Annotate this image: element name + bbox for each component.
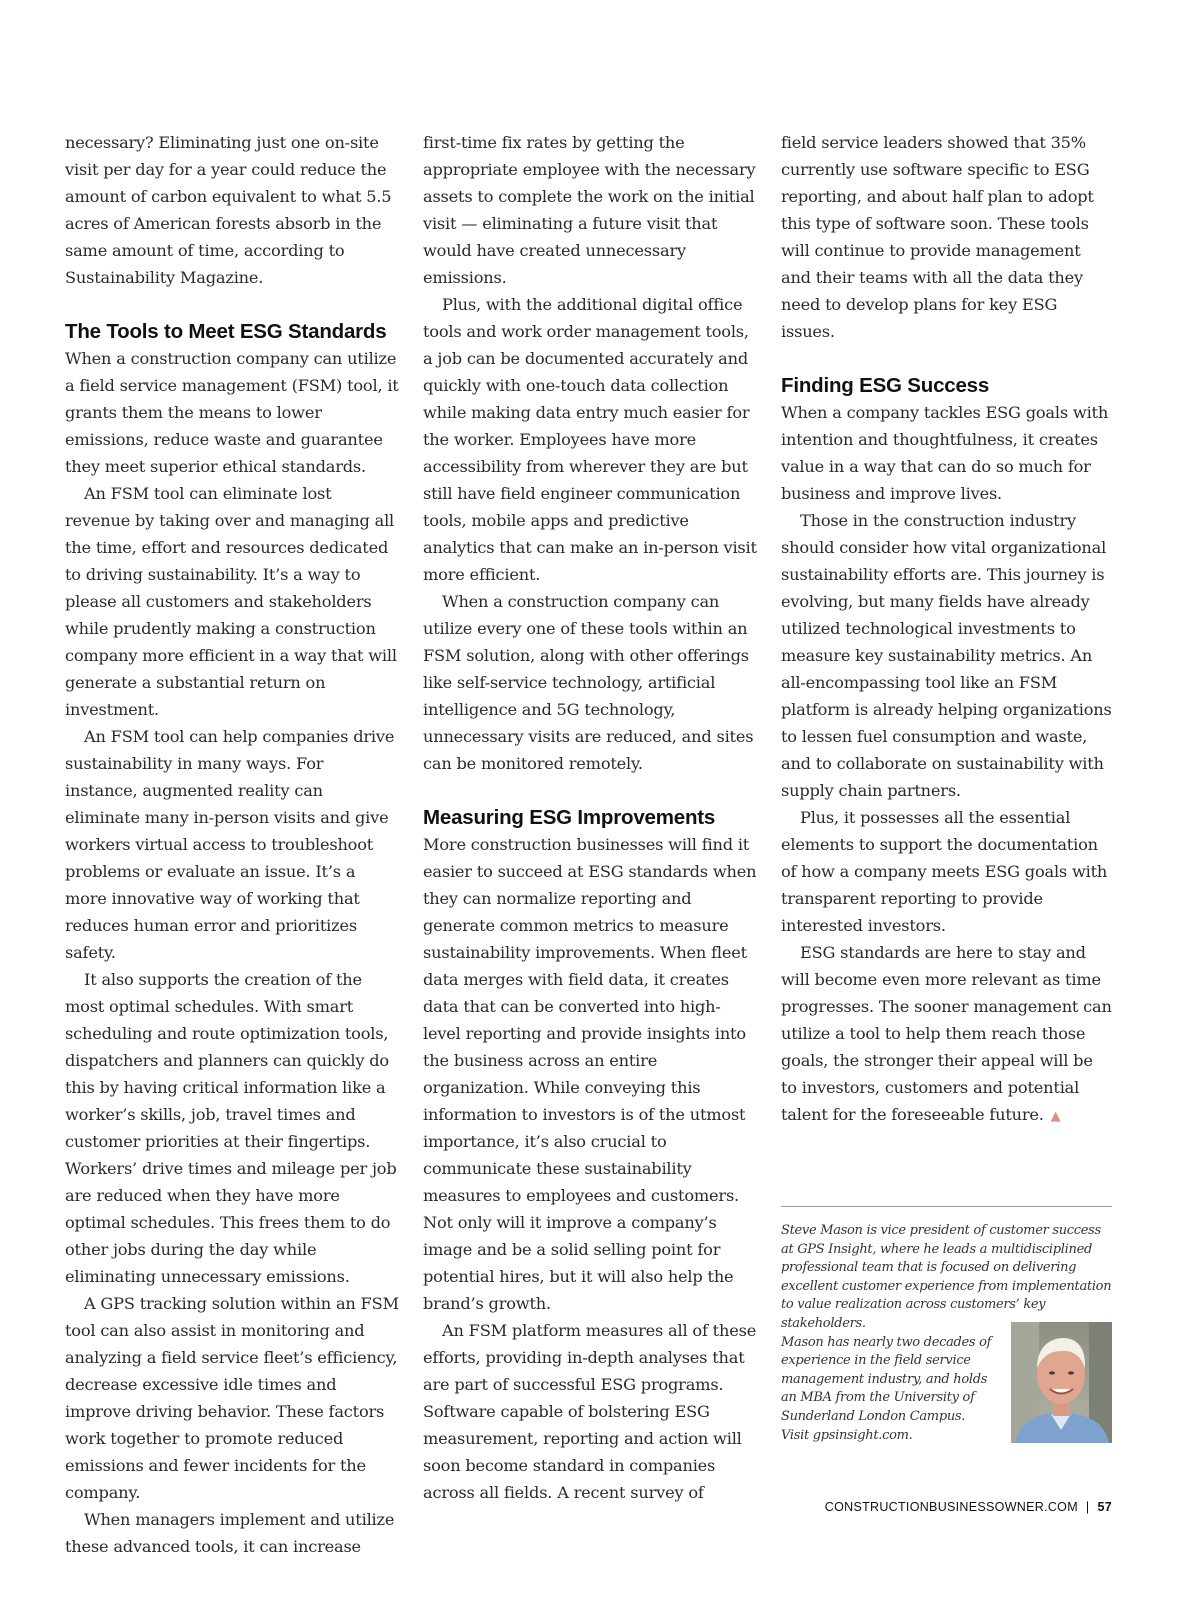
page-footer — [825, 1500, 1112, 1514]
paragraph: An FSM tool can help companies drive sustainability in many ways. For instance, augmented reality can eliminate many in-person visits and give workers virtual access to troubleshoot problems or evaluate an issue. It’s a more innovative way of working that reduces human error and prioritizes safety. — [65, 727, 395, 962]
paragraph: An FSM platform measures all of these efforts, providing in-depth analyses that are part of successful ESG programs. Software capable of bolstering ESG measurement, reporting and action will soon become standard in companies across all fields. A recent survey of — [423, 1321, 757, 1502]
website-url: CONSTRUCTIONBUSINESSOWNER.COM — [824, 1500, 1078, 1514]
bio-website: Visit gpsinsight.com. — [781, 1427, 913, 1443]
paragraph: More construction businesses will find it easier to succeed at ESG standards when they can normalize reporting and generate common metrics to measure sustainability improvements. When fleet data merges with field data, it creates data that can be converted into high-level reporting and provide insights into the business across an entire organization. While conveying this information to investors is of the utmost importance, it’s also crucial to communicate these sustainability measures to employees and customers. Not only will it improve a company’s image and be a solid selling point for potential hires, but it will also help the brand’s growth. — [423, 835, 757, 1313]
section-heading-tools: The Tools to Meet ESG Standards — [65, 320, 387, 343]
paragraph: Those in the construction industry should consider how vital organizational sustainability efforts are. This journey is evolving, but many fields have already utilized technological investments to measure key sustainability metrics. An all-encompassing tool like an FSM platform is already helping organizations to lessen fuel consumption and waste, and to collaborate on sustainability with supply chain partners. — [781, 511, 1112, 800]
paragraph: When a company tackles ESG goals with intention and thoughtfulness, it creates value in a way that can do so much for business and improve lives. — [781, 403, 1109, 503]
paragraph-text: ESG standards are here to stay and will become even more relevant as time progresses. The sooner management can utilize a tool to help them reach those goals, the stronger their appeal will be to investors, customers and potential talent for the foreseeable future. — [781, 943, 1112, 1124]
paragraph: Plus, with the additional digital office tools and work order management tools, a job can be documented accurately and quickly with one-touch data collection while making data entry much easier for the worker. Employees have more accessibility from wherever they are but still have field engineer communication tools, mobile apps and predictive analytics that can make an in-person visit more efficient. — [423, 295, 757, 584]
paragraph: first-time fix rates by getting the appropriate employee with the necessary assets to complete the work on the initial visit — eliminating a future visit that would have created unnecessary emissions. — [423, 133, 756, 287]
paragraph: It also supports the creation of the most optimal schedules. With smart scheduling and route optimization tools, dispatchers and planners can quickly do this by having critical information like a worker’s skills, job, travel times and customer priorities at their fingertips. Workers’ drive times and mileage per job are reduced when they have more optimal schedules. This frees them to do other jobs during the day while eliminating unnecessary emissions. — [65, 970, 397, 1286]
end-of-article-triangle-icon: ▲ — [1050, 1109, 1061, 1124]
paragraph: Plus, it possesses all the essential elements to support the documentation of how a company meets ESG goals with transparent reporting to provide interested investors. — [781, 808, 1108, 935]
page-number: 57 — [1097, 1500, 1112, 1514]
bio-text: Mason has nearly two decades of experience in the field service management industry, and holds an MBA from the University of Sunderland London Campus. — [781, 1334, 992, 1424]
paragraph: When a construction company can utilize every one of these tools within an FSM solution, along with other offerings like self-service technology, artificial intelligence and 5G technology, unnecessary visits are reduced, and sites can be monitored remotely. — [423, 592, 754, 773]
article-column-2 — [423, 129, 758, 1506]
article-column-1 — [65, 129, 400, 1560]
paragraph — [781, 939, 1113, 1130]
bio-divider — [781, 1206, 1112, 1207]
footer-separator: | — [1085, 1500, 1090, 1514]
section-heading-finding: Finding ESG Success — [781, 374, 990, 397]
bio-text: Steve Mason is vice president of customer success at GPS Insight, where he leads a multidisciplined professional team that is focused on delivering excellent customer experience from implementation to value realization across customers’ key stakeholders. — [781, 1223, 1112, 1331]
paragraph: necessary? Eliminating just one on-site visit per day for a year could reduce the amount of carbon equivalent to what 5.5 acres of American forests absorb in the same amount of time, according to Sustainability Magazine. — [65, 133, 392, 287]
paragraph: A GPS tracking solution within an FSM tool can also assist in monitoring and analyzing a field service fleet’s efficiency, decrease excessive idle times and improve driving behavior. These factors work together to promote reduced emissions and fewer incidents for the company. — [65, 1294, 399, 1502]
paragraph: When a construction company can utilize a field service management (FSM) tool, it grants them the means to lower emissions, reduce waste and guarantee they meet superior ethical standards. — [65, 349, 399, 476]
paragraph: When managers implement and utilize these advanced tools, it can increase — [65, 1510, 395, 1556]
article-column-3 — [781, 129, 1113, 1130]
author-headshot-photo — [1011, 1322, 1112, 1443]
section-heading-measuring: Measuring ESG Improvements — [423, 806, 716, 829]
paragraph: field service leaders showed that 35% currently use software specific to ESG reporting, and about half plan to adopt this type of software soon. These tools will continue to provide management and their teams with all the data they need to develop plans for key ESG issues. — [781, 133, 1094, 341]
paragraph: An FSM tool can eliminate lost revenue by taking over and managing all the time, effort and resources dedicated to driving sustainability. It’s a way to please all customers and stakeholders while prudently making a construction company more efficient in a way that will generate a substantial return on investment. — [65, 484, 397, 719]
